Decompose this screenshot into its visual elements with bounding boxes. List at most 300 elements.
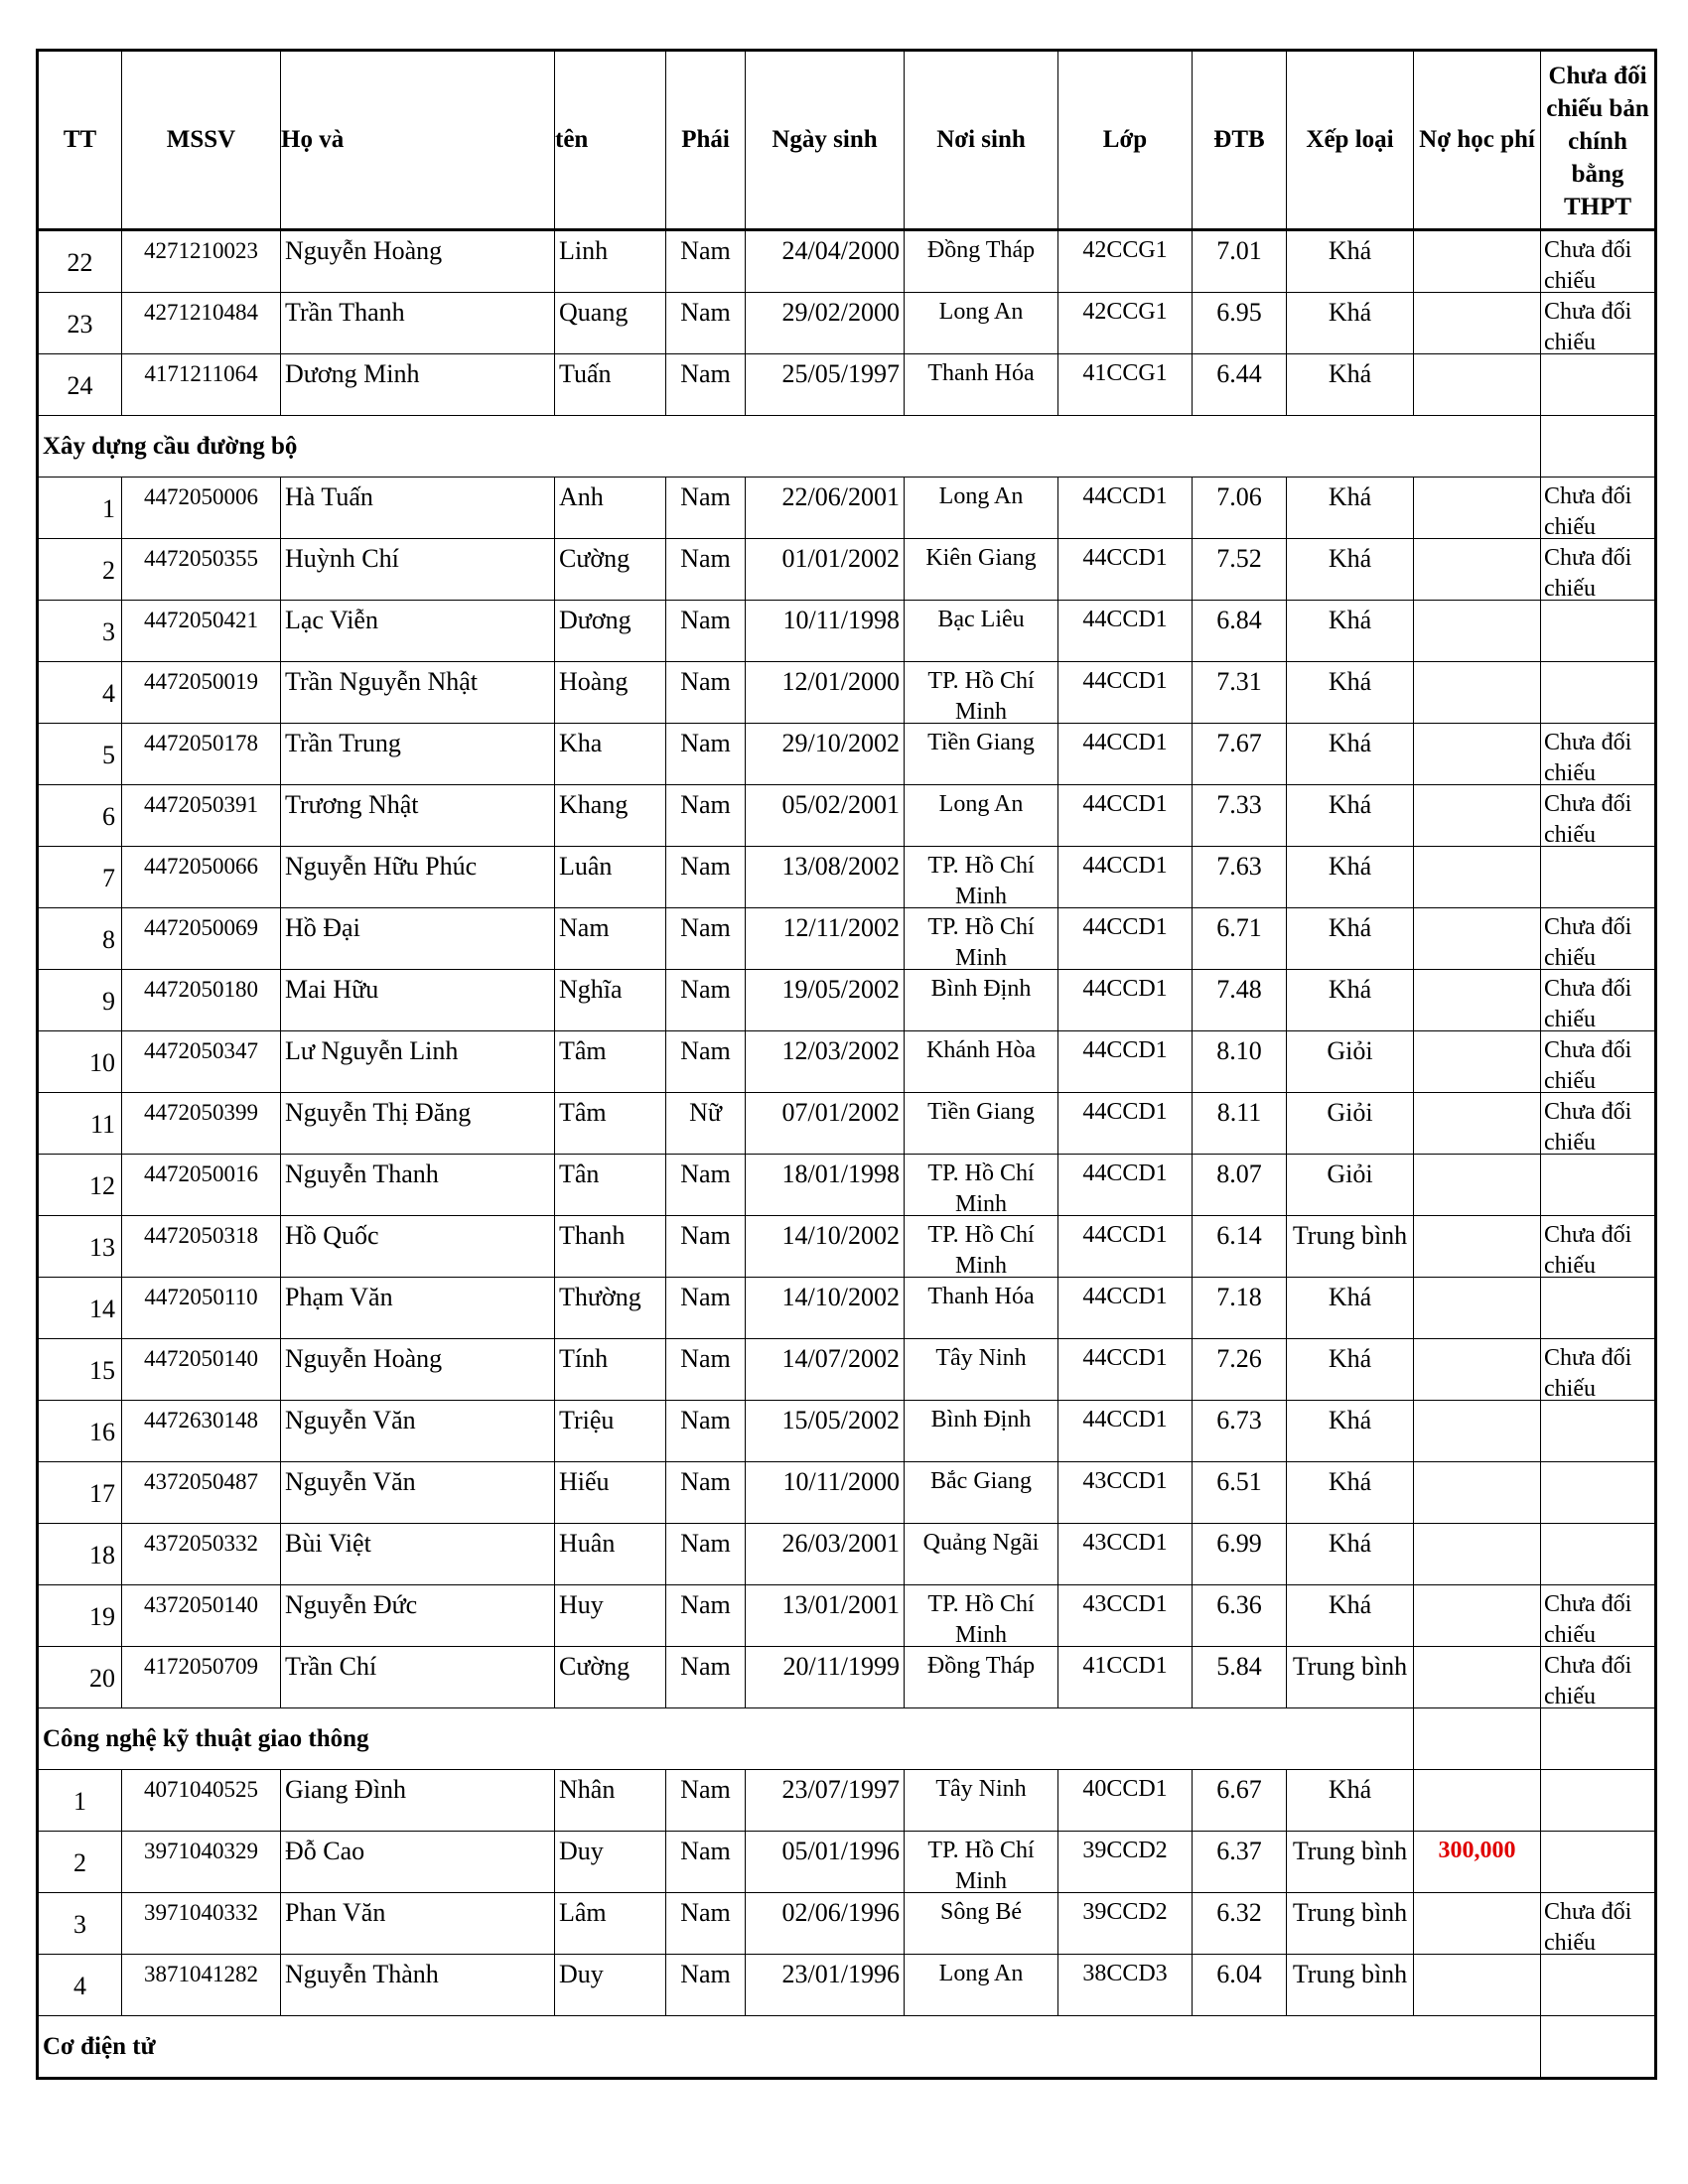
row-tt: 11 [89,1110,115,1139]
row-xep-loai: Giỏi [1327,1036,1373,1065]
row-mssv: 4472630148 [144,1408,258,1433]
row-ho: Bùi Việt [285,1529,371,1558]
row-ngay-sinh: 05/01/1996 [781,1837,900,1865]
row-no-hoc-phi [1414,785,1540,846]
row-dtb: 6.73 [1216,1406,1262,1434]
table-row [38,1462,1656,1524]
table-row [38,478,1656,539]
row-dtb: 6.37 [1216,1837,1262,1865]
row-tt: 23 [67,310,93,339]
row-tt: 4 [102,679,115,708]
row-no-hoc-phi [1414,1524,1540,1584]
header-ten: tên [555,51,666,230]
row-ten: Hoàng [559,667,629,696]
row-ho: Nguyễn Văn [285,1467,416,1496]
row-tt: 24 [67,371,93,400]
row-noi-sinh: Quảng Ngãi [922,1530,1040,1556]
row-phai: Nam [680,1036,731,1065]
row-chua-doi-chieu [1541,601,1654,661]
row-tt: 3 [73,1910,86,1939]
row-ten: Huy [559,1590,604,1619]
row-ngay-sinh: 18/01/1998 [781,1160,900,1188]
row-ten: Duy [559,1837,604,1865]
row-phai: Nam [680,236,731,265]
row-chua-doi-chieu [1541,1524,1654,1584]
row-no-hoc-phi [1414,1031,1540,1092]
table-row [38,1216,1656,1278]
row-ten: Hiếu [559,1467,610,1496]
row-chua-doi-chieu: Chưa đối chiếu [1544,1591,1632,1646]
row-mssv: 4372050487 [144,1469,258,1494]
row-mssv: 4271210023 [144,238,258,263]
row-ten: Cường [559,1652,631,1681]
row-no-hoc-phi [1414,1770,1540,1831]
row-ngay-sinh: 10/11/1998 [782,606,900,634]
row-ho: Dương Minh [285,359,420,388]
header-row [38,51,1656,230]
row-dtb: 6.67 [1216,1775,1262,1804]
row-phai: Nam [680,1775,731,1804]
row-dtb: 6.36 [1216,1590,1262,1619]
row-tt: 7 [102,864,115,892]
row-mssv: 4472050421 [144,608,258,632]
row-mssv: 4472050180 [144,977,258,1002]
row-phai: Nam [680,729,731,757]
table-row [38,724,1656,785]
row-ngay-sinh: 12/03/2002 [781,1036,900,1065]
table-row [38,1770,1656,1832]
row-xep-loai: Khá [1328,852,1372,881]
row-lop: 39CCD2 [1082,1899,1168,1925]
row-mssv: 3971040329 [144,1839,258,1863]
row-ho: Nguyễn Hoàng [285,1344,443,1373]
row-ngay-sinh: 14/10/2002 [781,1221,900,1250]
row-xep-loai: Khá [1328,482,1372,511]
row-ngay-sinh: 12/11/2002 [782,913,900,942]
row-noi-sinh: TP. Hồ Chí Minh [927,1160,1035,1215]
row-noi-sinh: Sông Bé [939,1899,1022,1925]
row-lop: 40CCD1 [1082,1776,1168,1802]
row-tt: 10 [89,1048,115,1077]
header-chua-doi-chieu [1541,51,1656,230]
row-no-hoc-phi [1414,970,1540,1030]
row-mssv: 4472050006 [144,484,258,509]
row-dtb: 7.67 [1216,729,1262,757]
row-lop: 38CCD3 [1082,1961,1168,1986]
row-phai: Nam [680,1960,731,1988]
row-chua-doi-chieu [1541,1278,1654,1338]
row-noi-sinh: Tây Ninh [935,1345,1027,1371]
row-xep-loai: Khá [1328,606,1372,634]
row-xep-loai: Trung bình [1292,1221,1408,1250]
row-dtb: 6.32 [1216,1898,1262,1927]
row-ngay-sinh: 29/10/2002 [781,729,900,757]
row-tt: 9 [102,987,115,1016]
row-ten: Huân [559,1529,616,1558]
row-no-hoc-phi [1414,1278,1540,1338]
row-mssv: 4472050178 [144,731,258,755]
row-mssv: 3871041282 [144,1962,258,1986]
row-ho: Phạm Văn [285,1283,393,1311]
row-tt: 22 [67,248,93,277]
row-lop: 44CCD1 [1082,791,1168,817]
row-chua-doi-chieu: Chưa đối chiếu [1544,1653,1632,1707]
section-title: Cơ điện tử [43,2033,156,2060]
row-chua-doi-chieu: Chưa đối chiếu [1544,730,1632,784]
row-mssv: 4472050318 [144,1223,258,1248]
row-no-hoc-phi [1414,1585,1540,1646]
row-chua-doi-chieu [1541,354,1654,415]
header-chua-doi-chieu-text: Chưa đối chiếu bản chính bằng THPT [1546,62,1649,220]
row-chua-doi-chieu: Chưa đối chiếu [1544,545,1632,600]
row-no-hoc-phi [1414,1339,1540,1400]
row-ho: Lư Nguyễn Linh [285,1036,459,1065]
row-xep-loai: Khá [1328,1529,1372,1558]
row-phai: Nam [680,1898,731,1927]
row-no-hoc-phi [1414,1155,1540,1215]
row-phai: Nam [680,975,731,1004]
row-xep-loai: Khá [1328,1344,1372,1373]
header-tt: TT [38,51,122,230]
row-chua-doi-chieu: Chưa đối chiếu [1544,299,1632,353]
section-empty-cell [1541,1708,1656,1770]
row-no-hoc-phi [1414,1955,1540,2015]
header-xep-loai: Xếp loại [1287,51,1414,230]
row-mssv: 4172050709 [144,1654,258,1679]
row-lop: 39CCD2 [1082,1838,1168,1863]
row-ho: Trần Chí [285,1652,377,1681]
section-empty-cell [1541,416,1656,478]
row-ho: Giang Đình [285,1775,407,1804]
table-row [38,785,1656,847]
row-noi-sinh: Bạc Liêu [937,607,1025,632]
header-noi-sinh: Nơi sinh [905,51,1058,230]
row-tt: 20 [89,1664,115,1693]
row-lop: 44CCD1 [1082,914,1168,940]
row-noi-sinh: Thanh Hóa [927,360,1035,386]
row-no-hoc-phi [1414,478,1540,538]
row-phai: Nam [680,1837,731,1865]
row-ten: Cường [559,544,631,573]
row-dtb: 7.01 [1216,236,1262,265]
row-ten: Khang [559,790,629,819]
row-lop: 44CCD1 [1082,1099,1168,1125]
row-ten: Kha [559,729,603,757]
row-ngay-sinh: 10/11/2000 [782,1467,900,1496]
row-chua-doi-chieu [1541,1770,1654,1831]
row-no-hoc-phi [1414,1093,1540,1154]
table-row [38,1155,1656,1216]
row-ngay-sinh: 23/01/1996 [781,1960,900,1988]
row-ten: Tâm [559,1098,607,1127]
row-lop: 44CCD1 [1082,1407,1168,1433]
row-mssv: 4472050140 [144,1346,258,1371]
row-phai: Nam [680,298,731,327]
row-ten: Thường [559,1283,641,1311]
row-ngay-sinh: 13/01/2001 [781,1590,900,1619]
row-noi-sinh: Tiền Giang [927,1099,1035,1125]
row-noi-sinh: Long An [938,483,1024,509]
row-ten: Quang [559,298,629,327]
row-no-hoc-phi [1414,539,1540,600]
row-no-hoc-phi [1414,662,1540,723]
row-phai: Nam [680,1406,731,1434]
header-ngay-sinh: Ngày sinh [746,51,905,230]
row-ngay-sinh: 23/07/1997 [781,1775,900,1804]
row-lop: 44CCD1 [1082,730,1168,755]
row-ten: Duy [559,1960,604,1988]
row-ho: Nguyễn Thị Đăng [285,1098,472,1127]
row-ho: Mai Hữu [285,975,379,1004]
row-tt: 4 [73,1972,86,2000]
row-noi-sinh: Khánh Hòa [926,1037,1036,1063]
row-noi-sinh: Đồng Tháp [926,237,1036,263]
row-mssv: 4171211064 [144,361,258,386]
row-dtb: 6.14 [1216,1221,1262,1250]
row-no-hoc-phi: 300,000 [1438,1838,1516,1863]
row-lop: 44CCD1 [1082,1284,1168,1309]
row-ten: Tuấn [559,359,612,388]
row-lop: 44CCD1 [1082,976,1168,1002]
row-chua-doi-chieu [1541,662,1654,723]
row-noi-sinh: Kiên Giang [925,545,1037,571]
row-phai: Nam [680,359,731,388]
row-ho: Nguyễn Đức [285,1590,418,1619]
row-xep-loai: Khá [1328,790,1372,819]
row-no-hoc-phi [1414,293,1540,353]
row-lop: 44CCD1 [1082,1160,1168,1186]
row-tt: 5 [102,741,115,769]
row-phai: Nam [680,482,731,511]
table-row [38,1893,1656,1955]
row-ngay-sinh: 20/11/1999 [782,1652,900,1681]
table-row [38,1339,1656,1401]
row-mssv: 4472050016 [144,1161,258,1186]
row-dtb: 7.48 [1216,975,1262,1004]
row-chua-doi-chieu: Chưa đối chiếu [1544,1222,1632,1277]
row-noi-sinh: Long An [938,791,1024,817]
row-ten: Triệu [559,1406,615,1434]
row-ngay-sinh: 26/03/2001 [781,1529,900,1558]
row-chua-doi-chieu: Chưa đối chiếu [1544,483,1632,538]
row-phai: Nam [680,1529,731,1558]
row-ten: Nam [559,913,610,942]
table-row [38,908,1656,970]
table-row [38,1647,1656,1708]
row-xep-loai: Trung bình [1292,1898,1408,1927]
row-noi-sinh: Long An [938,299,1024,325]
row-ho: Nguyễn Hoàng [285,236,443,265]
row-no-hoc-phi [1414,354,1540,415]
section-row [38,1708,1656,1770]
row-no-hoc-phi [1414,724,1540,784]
row-noi-sinh: Đồng Tháp [926,1653,1036,1679]
table-row [38,1093,1656,1155]
row-ngay-sinh: 22/06/2001 [781,482,900,511]
row-ho: Lạc Viễn [285,606,378,634]
table-row [38,1031,1656,1093]
row-xep-loai: Khá [1328,298,1372,327]
row-dtb: 7.18 [1216,1283,1262,1311]
row-noi-sinh: TP. Hồ Chí Minh [927,914,1035,969]
row-chua-doi-chieu: Chưa đối chiếu [1544,976,1632,1030]
row-mssv: 4472050019 [144,669,258,694]
row-no-hoc-phi [1414,908,1540,969]
table-row [38,1832,1656,1893]
row-phai: Nam [680,544,731,573]
row-lop: 44CCD1 [1082,483,1168,509]
row-lop: 44CCD1 [1082,1345,1168,1371]
row-chua-doi-chieu [1541,1401,1654,1461]
row-lop: 41CCD1 [1082,1653,1168,1679]
row-phai: Nam [680,1652,731,1681]
row-lop: 44CCD1 [1082,545,1168,571]
table-row [38,230,1656,293]
row-phai: Nam [680,1590,731,1619]
section-row [38,2016,1656,2079]
row-mssv: 4372050332 [144,1531,258,1556]
row-lop: 44CCD1 [1082,668,1168,694]
row-lop: 43CCD1 [1082,1591,1168,1617]
row-ten: Tính [559,1344,609,1373]
section-title: Công nghệ kỹ thuật giao thông [43,1725,369,1752]
row-mssv: 4472050069 [144,915,258,940]
row-no-hoc-phi [1414,847,1540,907]
row-xep-loai: Khá [1328,1775,1372,1804]
row-noi-sinh: Bình Định [930,1407,1032,1433]
row-xep-loai: Trung bình [1292,1652,1408,1681]
row-tt: 16 [89,1418,115,1446]
row-phai: Nam [680,852,731,881]
row-dtb: 8.10 [1216,1036,1262,1065]
row-ten: Anh [559,482,604,511]
row-no-hoc-phi [1414,231,1540,292]
row-ten: Nghĩa [559,975,623,1004]
row-chua-doi-chieu [1541,1462,1654,1523]
row-mssv: 4472050355 [144,546,258,571]
row-lop: 44CCD1 [1082,853,1168,879]
row-no-hoc-phi [1414,1893,1540,1954]
row-phai: Nam [680,1160,731,1188]
row-ngay-sinh: 29/02/2000 [781,298,900,327]
row-ngay-sinh: 19/05/2002 [781,975,900,1004]
row-ten: Luân [559,852,613,881]
row-chua-doi-chieu [1541,1155,1654,1215]
row-xep-loai: Khá [1328,544,1372,573]
row-noi-sinh: TP. Hồ Chí Minh [927,1591,1035,1646]
row-dtb: 6.44 [1216,359,1262,388]
row-tt: 2 [73,1848,86,1877]
section-title: Xây dựng cầu đường bộ [43,433,298,460]
row-ngay-sinh: 14/10/2002 [781,1283,900,1311]
row-noi-sinh: Long An [938,1961,1024,1986]
row-tt: 17 [89,1479,115,1508]
row-no-hoc-phi [1414,1401,1540,1461]
row-lop: 41CCG1 [1082,360,1168,386]
row-tt: 12 [89,1171,115,1200]
row-xep-loai: Khá [1328,729,1372,757]
row-tt: 18 [89,1541,115,1570]
row-ten: Nhân [559,1775,616,1804]
row-chua-doi-chieu: Chưa đối chiếu [1544,1037,1632,1092]
section-empty-cell [1541,2016,1656,2079]
table-row [38,1524,1656,1585]
row-ho: Hồ Quốc [285,1221,379,1250]
row-ho: Nguyễn Thành [285,1960,439,1988]
row-ho: Nguyễn Văn [285,1406,416,1434]
row-lop: 43CCD1 [1082,1530,1168,1556]
row-lop: 44CCD1 [1082,607,1168,632]
row-dtb: 6.95 [1216,298,1262,327]
row-ho: Trần Trung [285,729,401,757]
row-ho: Phan Văn [285,1898,386,1927]
row-dtb: 7.31 [1216,667,1262,696]
row-dtb: 6.99 [1216,1529,1262,1558]
row-ten: Dương [559,606,632,634]
table-body [38,230,1656,2079]
header-ho-va: Họ và [281,51,555,230]
header-phai: Phái [666,51,746,230]
table-row [38,539,1656,601]
row-noi-sinh: TP. Hồ Chí Minh [927,853,1035,907]
row-phai: Nam [680,1467,731,1496]
table-row [38,1401,1656,1462]
row-tt: 14 [89,1295,115,1323]
row-ngay-sinh: 14/07/2002 [781,1344,900,1373]
row-xep-loai: Trung bình [1292,1960,1408,1988]
row-phai: Nam [680,913,731,942]
row-ho: Đỗ Cao [285,1837,365,1865]
row-no-hoc-phi [1414,1462,1540,1523]
row-mssv: 4472050391 [144,792,258,817]
row-no-hoc-phi [1414,1647,1540,1707]
row-chua-doi-chieu [1541,847,1654,907]
row-chua-doi-chieu: Chưa đối chiếu [1544,237,1632,292]
row-mssv: 4071040525 [144,1777,258,1802]
row-ngay-sinh: 13/08/2002 [781,852,900,881]
row-noi-sinh: Thanh Hóa [927,1284,1035,1309]
row-xep-loai: Khá [1328,359,1372,388]
row-lop: 44CCD1 [1082,1222,1168,1248]
table-row [38,354,1656,416]
row-ho: Huỳnh Chí [285,544,399,573]
row-chua-doi-chieu [1541,1955,1654,2015]
row-dtb: 6.84 [1216,606,1262,634]
row-ngay-sinh: 05/02/2001 [781,790,900,819]
row-mssv: 3971040332 [144,1900,258,1925]
row-tt: 2 [102,556,115,585]
table-row [38,970,1656,1031]
row-phai: Nam [680,1283,731,1311]
row-ho: Trương Nhật [285,790,419,819]
row-tt: 3 [102,617,115,646]
row-dtb: 5.84 [1216,1652,1262,1681]
row-dtb: 6.51 [1216,1467,1262,1496]
row-ngay-sinh: 12/01/2000 [781,667,900,696]
row-chua-doi-chieu: Chưa đối chiếu [1544,791,1632,846]
header-lop: Lớp [1058,51,1193,230]
row-mssv: 4372050140 [144,1592,258,1617]
table-row [38,1278,1656,1339]
table-row [38,1585,1656,1647]
row-ten: Thanh [559,1221,626,1250]
row-dtb: 7.26 [1216,1344,1262,1373]
row-ho: Trần Thanh [285,298,405,327]
row-tt: 1 [73,1787,86,1816]
row-tt: 13 [89,1233,115,1262]
row-xep-loai: Giỏi [1327,1160,1373,1188]
row-xep-loai: Khá [1328,913,1372,942]
